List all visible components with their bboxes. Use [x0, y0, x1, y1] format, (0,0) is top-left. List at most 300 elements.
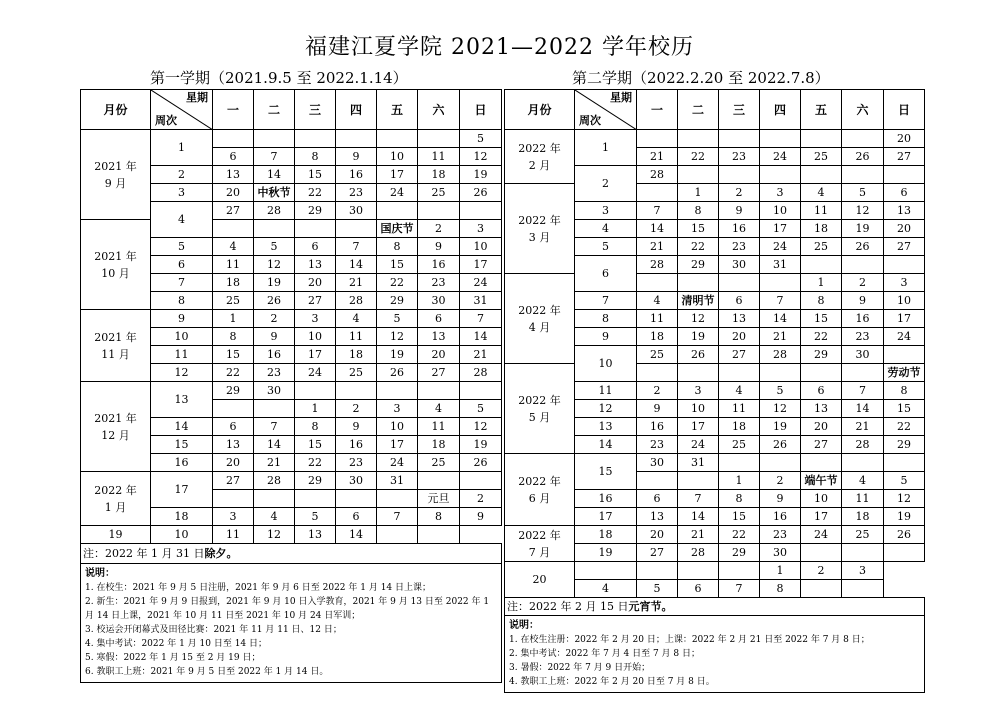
week-number: 11	[151, 346, 213, 364]
header-weekday-label: 星期	[186, 91, 208, 104]
day-cell: 16	[254, 346, 295, 364]
day-cell: 4	[801, 184, 842, 202]
day-cell: 3	[884, 274, 925, 292]
week-number: 19	[81, 526, 151, 544]
day-cell: 28	[637, 166, 678, 184]
day-cell: 17	[678, 418, 719, 436]
month-label	[81, 310, 151, 382]
day-cell	[637, 130, 678, 148]
day-cell: 12	[377, 328, 418, 346]
month-label-part: 2021 年	[94, 411, 137, 425]
week-row	[81, 472, 502, 490]
day-cell	[213, 220, 254, 238]
week-number: 14	[575, 436, 637, 454]
day-cell: 5	[377, 310, 418, 328]
header-day: 六	[842, 90, 884, 130]
day-cell: 31	[678, 454, 719, 472]
month-label-part: 1 月	[104, 500, 127, 514]
day-cell: 14	[678, 508, 719, 526]
day-cell	[719, 166, 760, 184]
day-cell: 17	[884, 310, 925, 328]
day-cell: 11	[801, 202, 842, 220]
month-label	[505, 454, 575, 526]
day-cell	[336, 220, 377, 238]
month-label	[505, 274, 575, 364]
day-cell	[418, 382, 460, 400]
day-cell: 18	[336, 346, 377, 364]
day-cell: 8	[884, 382, 925, 400]
day-cell: 11	[418, 148, 460, 166]
day-cell: 6	[295, 238, 336, 256]
day-cell: 28	[842, 436, 884, 454]
day-cell: 25	[719, 436, 760, 454]
header-day: 四	[336, 90, 377, 130]
day-cell: 4	[575, 580, 637, 598]
week-number: 15	[575, 454, 637, 490]
day-cell: 9	[336, 148, 377, 166]
day-cell: 25	[801, 148, 842, 166]
day-cell	[460, 472, 502, 490]
day-cell: 29	[884, 436, 925, 454]
day-cell	[637, 472, 678, 490]
day-cell: 6	[884, 184, 925, 202]
month-label-part: 2021 年	[94, 330, 137, 344]
day-cell	[213, 130, 254, 148]
day-cell: 4	[336, 310, 377, 328]
day-cell: 15	[295, 436, 336, 454]
day-cell: 23	[842, 328, 884, 346]
day-cell: 2	[719, 184, 760, 202]
day-cell: 2	[254, 310, 295, 328]
day-cell: 23	[254, 364, 295, 382]
day-cell: 28	[678, 544, 719, 562]
day-cell: 28	[637, 256, 678, 274]
week-number: 4	[151, 202, 213, 238]
month-label-part: 4 月	[528, 320, 551, 334]
day-cell: 9	[254, 328, 295, 346]
week-number: 18	[575, 526, 637, 544]
day-cell: 19	[678, 328, 719, 346]
week-row	[505, 274, 925, 292]
month-label-part: 9 月	[104, 176, 127, 190]
day-cell: 16	[760, 508, 801, 526]
day-cell: 16	[336, 166, 377, 184]
header-week-label: 周次	[579, 114, 601, 127]
day-cell	[418, 130, 460, 148]
day-cell: 6	[418, 310, 460, 328]
day-cell: 11	[336, 328, 377, 346]
day-cell: 3	[213, 508, 254, 526]
day-cell: 7	[254, 418, 295, 436]
day-cell	[719, 454, 760, 472]
day-cell: 30	[719, 256, 760, 274]
week-number: 5	[151, 238, 213, 256]
week-number: 7	[151, 274, 213, 292]
month-label-part: 2 月	[528, 158, 551, 172]
day-cell: 13	[719, 310, 760, 328]
note-text: 注：2022 年 1 月 31 日	[83, 546, 205, 560]
day-cell: 27	[719, 346, 760, 364]
day-cell: 30	[842, 346, 884, 364]
week-number: 11	[575, 382, 637, 400]
day-cell: 13	[295, 256, 336, 274]
day-cell: 24	[884, 328, 925, 346]
day-cell	[719, 274, 760, 292]
explanation-title: 说明：	[509, 620, 539, 631]
day-cell: 18	[801, 220, 842, 238]
day-cell: 17	[460, 256, 502, 274]
day-cell: 25	[336, 364, 377, 382]
day-cell: 18	[637, 328, 678, 346]
day-cell	[801, 364, 842, 382]
day-cell: 13	[637, 508, 678, 526]
day-cell: 17	[760, 220, 801, 238]
month-label-part: 7 月	[528, 545, 551, 559]
day-cell: 28	[336, 292, 377, 310]
day-cell: 26	[884, 526, 925, 544]
day-cell: 24	[295, 364, 336, 382]
day-cell: 6	[213, 418, 254, 436]
week-number: 12	[575, 400, 637, 418]
day-cell: 10	[760, 202, 801, 220]
day-cell: 10	[801, 490, 842, 508]
day-cell: 8	[719, 490, 760, 508]
header-row	[81, 90, 502, 130]
month-label	[505, 364, 575, 454]
day-cell: 12	[760, 400, 801, 418]
day-cell: 3	[678, 382, 719, 400]
day-cell: 7	[637, 202, 678, 220]
day-cell	[842, 364, 884, 382]
header-day: 一	[213, 90, 254, 130]
day-cell: 30	[336, 472, 377, 490]
explanation-item: 5. 寒假：2022 年 1 月 15 至 2 月 19 日；	[85, 653, 261, 663]
week-row	[505, 184, 925, 202]
week-number: 10	[151, 328, 213, 346]
day-cell: 14	[637, 220, 678, 238]
day-cell: 18	[719, 418, 760, 436]
day-cell: 19	[842, 220, 884, 238]
day-cell: 17	[377, 436, 418, 454]
week-number: 4	[575, 220, 637, 238]
day-cell: 2	[460, 490, 502, 508]
day-cell: 6	[719, 292, 760, 310]
day-cell: 31	[460, 292, 502, 310]
day-cell: 14	[460, 328, 502, 346]
day-cell: 6	[213, 148, 254, 166]
day-cell	[295, 490, 336, 508]
month-label-part: 2022 年	[518, 474, 561, 488]
day-cell: 20	[418, 346, 460, 364]
explanation-item: 2. 集中考试：2022 年 7 月 4 日至 7 月 8 日；	[509, 649, 701, 659]
day-cell: 24	[760, 148, 801, 166]
day-cell: 1	[295, 400, 336, 418]
day-cell: 15	[678, 220, 719, 238]
month-label-part: 2021 年	[94, 159, 137, 173]
week-number: 16	[151, 454, 213, 472]
day-cell: 28	[760, 346, 801, 364]
day-cell: 27	[637, 544, 678, 562]
day-cell: 3	[295, 310, 336, 328]
month-label	[505, 184, 575, 274]
day-cell: 3	[377, 400, 418, 418]
day-cell: 30	[254, 382, 295, 400]
explanation-item: 3. 暑假：2022 年 7 月 9 日开始；	[509, 663, 651, 673]
day-cell: 29	[295, 472, 336, 490]
day-cell: 25	[418, 454, 460, 472]
header-day: 二	[678, 90, 719, 130]
note-holiday: 元宵节。	[628, 599, 673, 613]
day-cell: 9	[460, 508, 502, 526]
explanation-item: 1. 在校生注册：2022 年 2 月 20 日；上课：2022 年 2 月 21 日至 2022 年 7 月 8 日；	[509, 635, 870, 645]
explanation	[505, 616, 925, 693]
month-label-part: 12 月	[101, 428, 130, 442]
day-cell: 10	[377, 148, 418, 166]
week-number: 3	[575, 202, 637, 220]
header-month: 月份	[505, 90, 575, 130]
day-cell: 7	[377, 508, 418, 526]
day-cell	[884, 544, 925, 562]
day-cell: 2	[760, 472, 801, 490]
month-label-part: 2021 年	[94, 249, 137, 263]
week-number: 5	[575, 238, 637, 256]
header-day: 日	[460, 90, 502, 130]
day-cell	[884, 166, 925, 184]
month-label-part: 10 月	[101, 266, 130, 280]
day-cell: 1	[213, 310, 254, 328]
day-cell: 10	[884, 292, 925, 310]
day-cell: 24	[801, 526, 842, 544]
week-number: 7	[575, 292, 637, 310]
day-cell: 14	[760, 310, 801, 328]
day-cell	[884, 454, 925, 472]
month-label	[81, 130, 151, 220]
day-cell: 14	[336, 256, 377, 274]
holiday-cell: 中秋节	[254, 184, 295, 202]
day-cell: 15	[719, 508, 760, 526]
day-cell: 27	[213, 202, 254, 220]
note-text: 注：2022 年 2 月 15 日	[507, 599, 629, 613]
day-cell: 15	[295, 166, 336, 184]
day-cell	[254, 130, 295, 148]
day-cell: 2	[842, 274, 884, 292]
day-cell: 14	[336, 526, 377, 544]
explanation-item: 1. 在校生：2021 年 9 月 5 日注册，2021 年 9 月 6 日至 2022 年 1 月 14 日上课；	[85, 583, 432, 593]
day-cell: 13	[295, 526, 336, 544]
day-cell: 28	[254, 202, 295, 220]
day-cell: 27	[213, 472, 254, 490]
day-cell: 22	[295, 454, 336, 472]
week-row	[505, 562, 925, 580]
week-row	[81, 382, 502, 400]
day-cell	[842, 166, 884, 184]
day-cell: 16	[719, 220, 760, 238]
day-cell: 4	[213, 238, 254, 256]
day-cell: 19	[254, 274, 295, 292]
day-cell: 26	[760, 436, 801, 454]
day-cell: 12	[678, 310, 719, 328]
day-cell	[678, 562, 719, 580]
day-cell: 8	[213, 328, 254, 346]
week-number: 17	[575, 508, 637, 526]
day-cell: 18	[213, 274, 254, 292]
explanation-item: 6. 教职工上班：2021 年 9 月 5 日至 2022 年 1 月 14 日。	[85, 667, 329, 677]
day-cell: 22	[678, 238, 719, 256]
day-cell: 11	[213, 256, 254, 274]
day-cell: 22	[295, 184, 336, 202]
day-cell: 21	[678, 526, 719, 544]
day-cell: 26	[377, 364, 418, 382]
header-day: 一	[637, 90, 678, 130]
header-day: 三	[295, 90, 336, 130]
explanation-title: 说明：	[85, 568, 115, 579]
header-day: 六	[418, 90, 460, 130]
day-cell	[213, 490, 254, 508]
holiday-cell: 劳动节	[884, 364, 925, 382]
week-number: 2	[575, 166, 637, 202]
day-cell: 29	[801, 346, 842, 364]
week-number: 10	[575, 346, 637, 382]
day-cell: 19	[460, 166, 502, 184]
week-row	[505, 364, 925, 382]
week-number: 17	[151, 472, 213, 508]
day-cell: 8	[377, 238, 418, 256]
week-row	[505, 526, 925, 544]
day-cell: 23	[719, 238, 760, 256]
day-cell: 25	[637, 346, 678, 364]
day-cell: 8	[418, 508, 460, 526]
day-cell: 14	[254, 166, 295, 184]
day-cell: 31	[377, 472, 418, 490]
day-cell: 22	[801, 328, 842, 346]
day-cell	[377, 202, 418, 220]
week-number: 9	[151, 310, 213, 328]
day-cell: 15	[213, 346, 254, 364]
day-cell: 21	[842, 418, 884, 436]
week-number: 8	[151, 292, 213, 310]
day-cell: 4	[719, 382, 760, 400]
day-cell	[842, 544, 884, 562]
day-cell: 9	[842, 292, 884, 310]
day-cell: 3	[760, 184, 801, 202]
day-cell: 28	[254, 472, 295, 490]
day-cell: 23	[336, 454, 377, 472]
header-corner	[575, 90, 637, 130]
day-cell	[719, 130, 760, 148]
day-cell: 7	[760, 292, 801, 310]
day-cell: 29	[213, 382, 254, 400]
day-cell: 14	[842, 400, 884, 418]
day-cell	[295, 130, 336, 148]
day-cell: 22	[678, 148, 719, 166]
day-cell: 9	[719, 202, 760, 220]
header-day: 日	[884, 90, 925, 130]
explain-row	[505, 616, 925, 693]
day-cell: 19	[760, 418, 801, 436]
week-number: 15	[151, 436, 213, 454]
day-cell: 15	[884, 400, 925, 418]
note	[81, 544, 502, 564]
day-cell: 4	[842, 472, 884, 490]
day-cell: 18	[842, 508, 884, 526]
day-cell: 29	[295, 202, 336, 220]
note-row	[505, 598, 925, 616]
day-cell	[377, 490, 418, 508]
day-cell	[637, 562, 678, 580]
day-cell: 30	[418, 292, 460, 310]
day-cell: 3	[842, 562, 884, 580]
explanation	[81, 564, 502, 683]
day-cell: 4	[254, 508, 295, 526]
day-cell: 13	[884, 202, 925, 220]
day-cell	[842, 454, 884, 472]
day-cell: 29	[719, 544, 760, 562]
day-cell	[678, 274, 719, 292]
day-cell	[842, 130, 884, 148]
day-cell: 27	[801, 436, 842, 454]
day-cell: 27	[418, 364, 460, 382]
day-cell	[377, 382, 418, 400]
day-cell: 11	[842, 490, 884, 508]
day-cell: 10	[460, 238, 502, 256]
day-cell	[678, 130, 719, 148]
day-cell: 10	[377, 418, 418, 436]
week-number: 1	[575, 130, 637, 166]
day-cell	[418, 526, 460, 544]
day-cell: 1	[801, 274, 842, 292]
day-cell: 12	[254, 256, 295, 274]
day-cell: 19	[884, 508, 925, 526]
day-cell: 16	[336, 436, 377, 454]
semester-2-calendar	[504, 89, 925, 693]
day-cell: 5	[884, 472, 925, 490]
month-label-part: 3 月	[528, 230, 551, 244]
day-cell	[801, 580, 842, 598]
day-cell: 17	[377, 166, 418, 184]
day-cell: 12	[842, 202, 884, 220]
day-cell: 8	[760, 580, 801, 598]
day-cell: 11	[637, 310, 678, 328]
day-cell: 31	[760, 256, 801, 274]
day-cell	[418, 472, 460, 490]
week-row	[81, 130, 502, 148]
day-cell	[637, 274, 678, 292]
day-cell: 5	[254, 238, 295, 256]
day-cell: 16	[842, 310, 884, 328]
day-cell: 4	[418, 400, 460, 418]
day-cell: 20	[637, 526, 678, 544]
day-cell	[460, 202, 502, 220]
day-cell: 24	[460, 274, 502, 292]
day-cell: 2	[418, 220, 460, 238]
week-row	[81, 526, 502, 544]
day-cell: 22	[377, 274, 418, 292]
day-cell	[760, 274, 801, 292]
day-cell: 20	[719, 328, 760, 346]
week-number: 3	[151, 184, 213, 202]
week-row	[81, 310, 502, 328]
month-label-part: 2022 年	[518, 528, 561, 542]
day-cell	[760, 454, 801, 472]
day-cell: 2	[336, 400, 377, 418]
day-cell: 30	[336, 202, 377, 220]
day-cell	[884, 256, 925, 274]
day-cell: 23	[719, 148, 760, 166]
day-cell: 24	[678, 436, 719, 454]
day-cell	[460, 382, 502, 400]
day-cell: 20	[884, 130, 925, 148]
day-cell	[377, 130, 418, 148]
